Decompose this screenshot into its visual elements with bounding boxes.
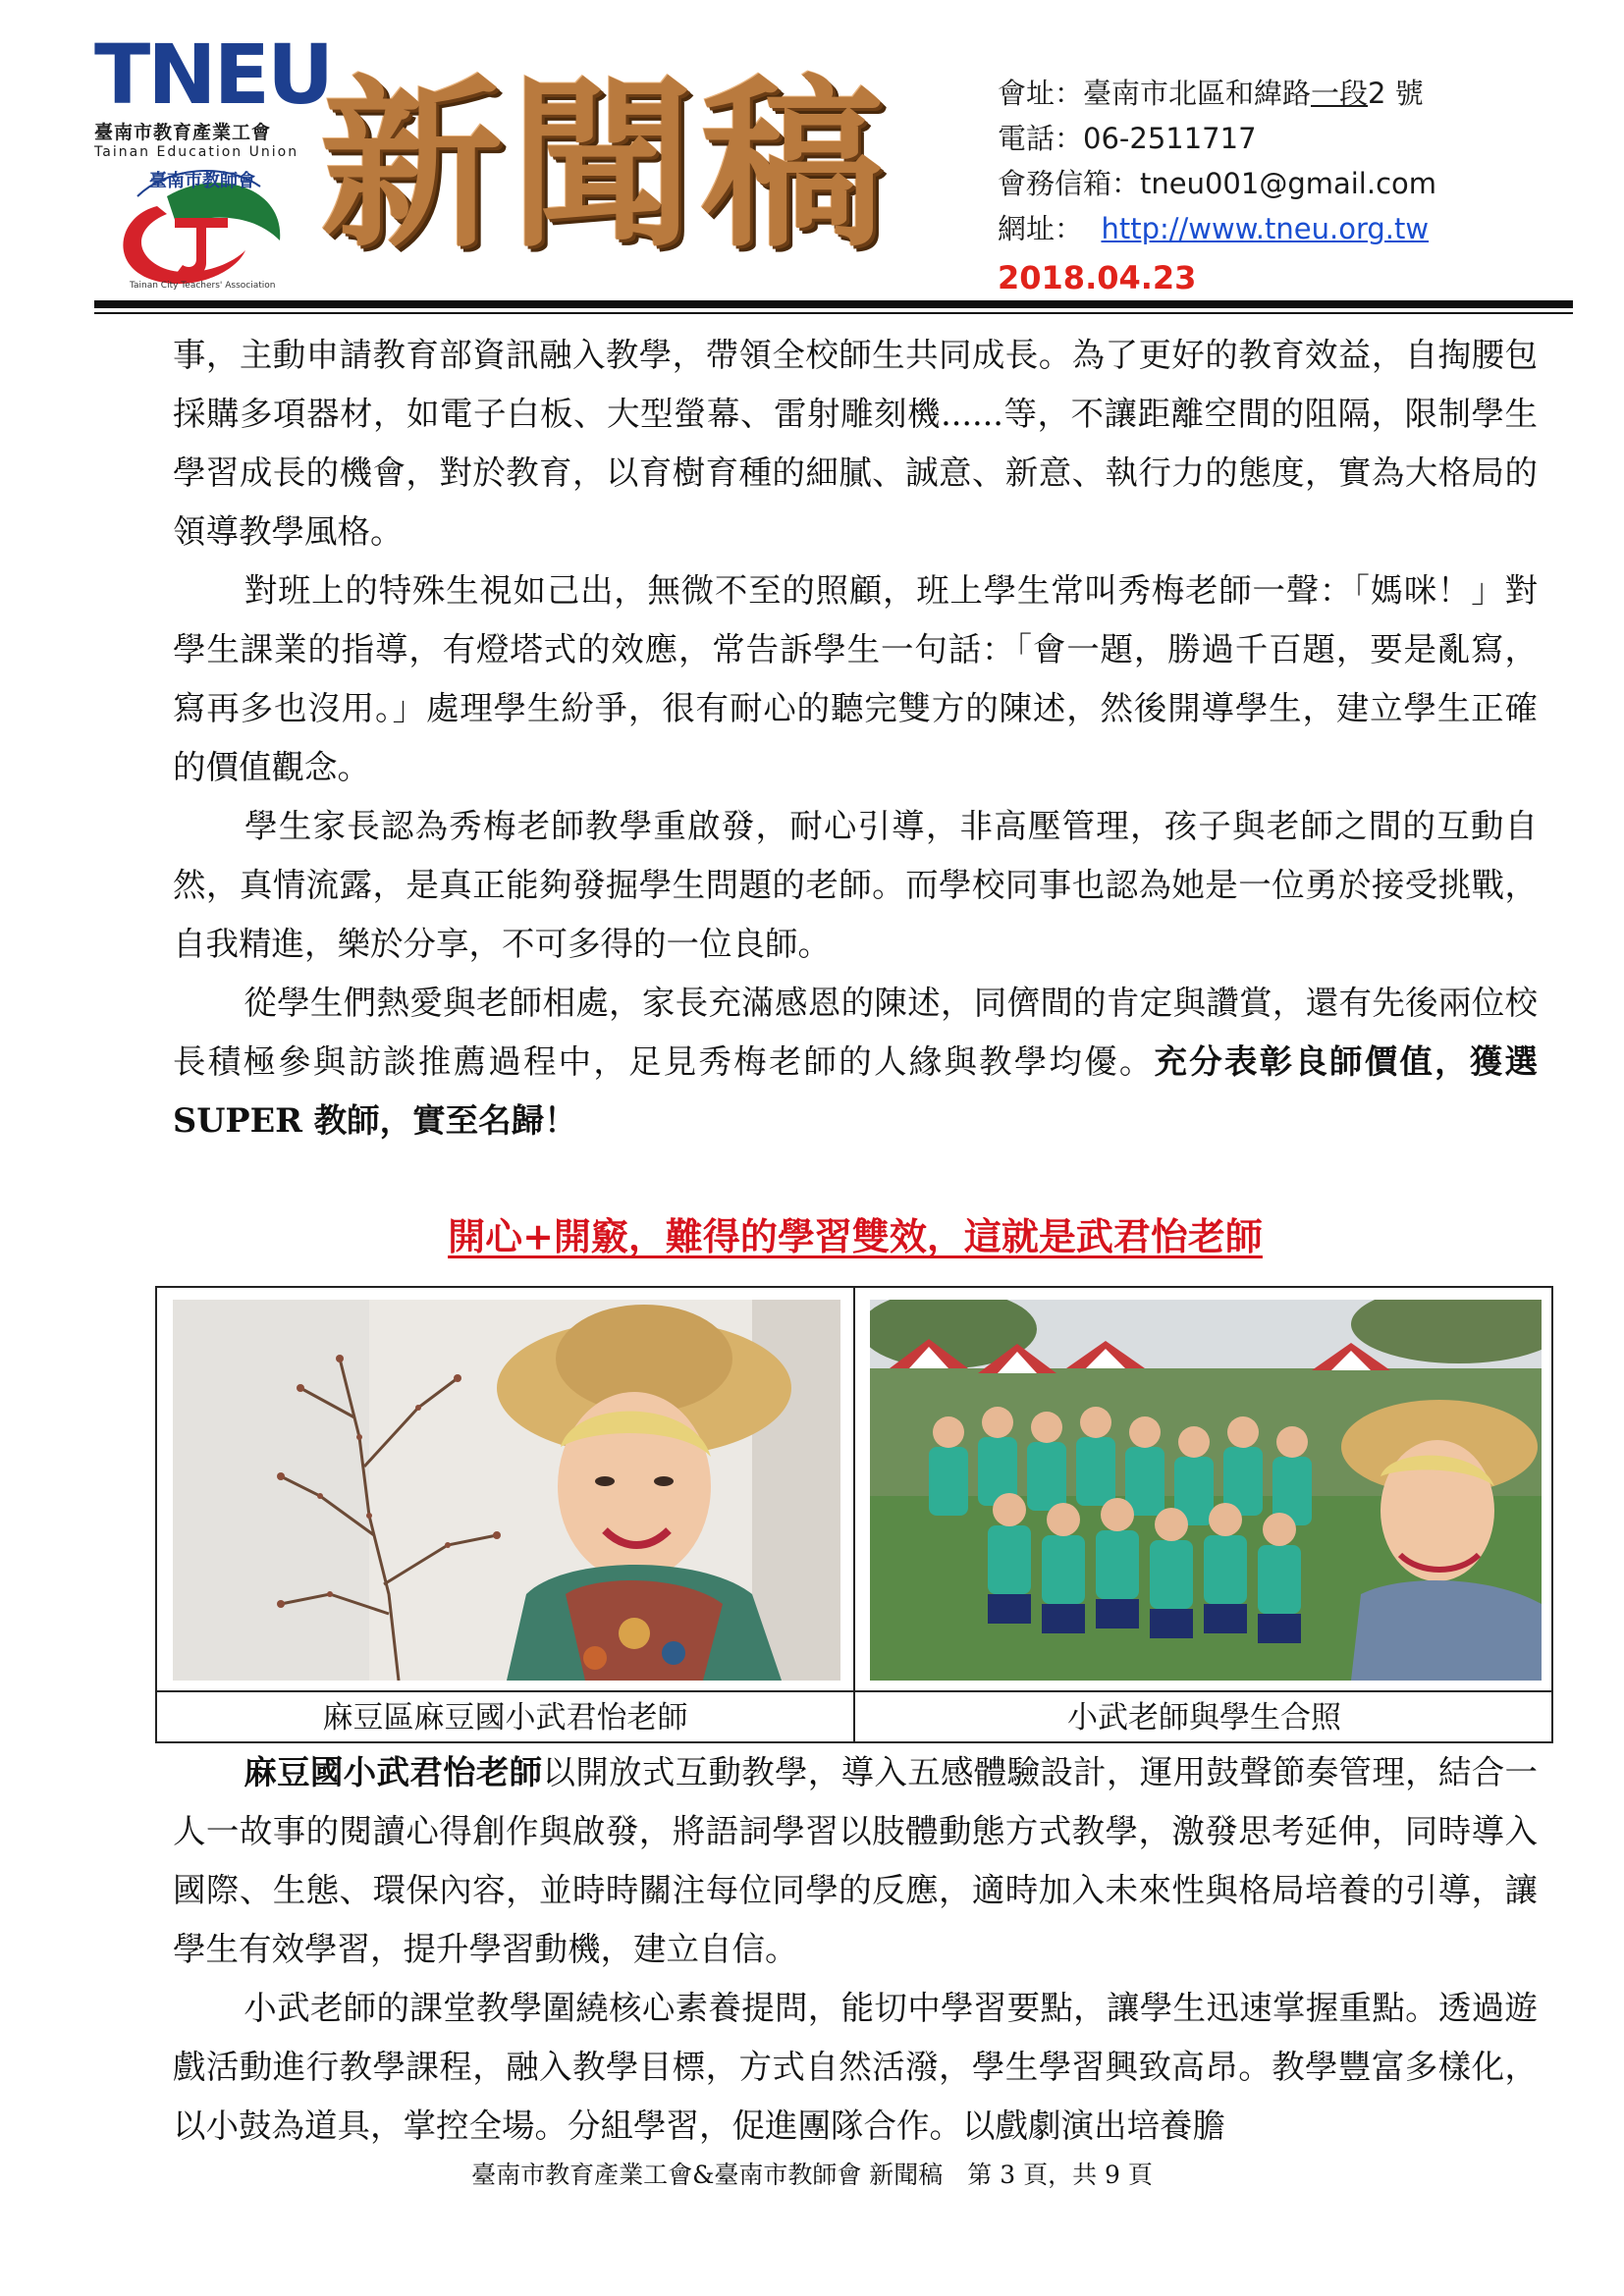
paragraph-1-text: 事，主動申請教育部資訊融入教學，帶領全校師生共同成長。為了更好的教育效益，自掏腰包採購多項器材，如電子白板、大型螢幕、雷射雕刻機......等，不讓距離空間的阻隔，限制學生學習成長的機會，對於教育，以育樹育種的細膩、誠意、新意、執行力的態度，實為大格局的領導教學風格。 (173, 336, 1538, 551)
teachers-association-logo (98, 157, 295, 294)
website-line (998, 206, 1547, 251)
teacher-with-students-image (870, 1300, 1542, 1681)
tneu-logo-name-zh: 臺南市教育產業工會 (94, 122, 272, 143)
phone-line: 電話：06-2511717 (998, 122, 1257, 155)
contact-info (998, 71, 1547, 300)
paragraph-2 (173, 561, 1538, 797)
address-pre: 臺南市北區和緯路 (1083, 77, 1312, 110)
paragraph-6 (173, 1979, 1538, 2156)
photo-table (155, 1286, 1553, 1743)
table-divider-vertical (853, 1288, 855, 1741)
header-divider-thin (94, 312, 1573, 314)
address-post: 2 號 (1368, 77, 1424, 110)
tneu-logo-mark: TNEU (94, 27, 332, 123)
address-line (998, 71, 1547, 116)
paragraph-5-text: 以開放式互動教學，導入五感體驗設計，運用鼓聲節奏管理，結合一人一故事的閱讀心得創作與啟發，將語詞學習以肢體動態方式教學，激發思考延伸，同時導入國際、生態、環保內容，並時時關注每位同學的反應，適時加入未來性與格局培養的引導，讓學生有效學習，提升學習動機，建立自信。 (173, 1753, 1539, 1968)
photo-teacher-portrait (173, 1300, 840, 1681)
section-title-text: 開心+開竅，難得的學習雙效，這就是武君怡老師 (448, 1214, 1263, 1258)
header-divider-thick (94, 300, 1573, 308)
paragraph-4-bold: 充分表彰良師價值，獲選 SUPER 教師，實至名歸！ (173, 1042, 1539, 1140)
paragraph-5-bold: 麻豆國小武君怡老師 (244, 1753, 543, 1791)
email-line: 會務信箱：tneu001@gmail.com (998, 167, 1437, 200)
photo-caption-left: 麻豆區麻豆國小武君怡老師 (322, 1700, 688, 1735)
website-label: 網址： (998, 212, 1084, 245)
paragraph-1 (173, 326, 1538, 561)
paragraph-4 (173, 974, 1538, 1150)
paragraph-6-text: 小武老師的課堂教學圍繞核心素養提問，能切中學習要點，讓學生迅速掌握重點。透過遊戲活動進行教學課程，融入教學目標，方式自然活潑，學生學習興致高昂。教學豐富多樣化，以小鼓為道具，掌控全場。分組學習，促進團隊合作。以戲劇演出培養膽 (173, 1989, 1538, 2145)
photo-caption-right: 小武老師與學生合照 (1067, 1700, 1341, 1735)
paragraph-2-text: 對班上的特殊生視如己出，無微不至的照顧，班上學生常叫秀梅老師一聲：「媽咪！」對學生課業的指導，有燈塔式的效應，常告訴學生一句話：「會一題，勝過千百題，要是亂寫，寫再多也沒用。」處理學生紛爭，很有耐心的聽完雙方的陳述，然後開導學生，建立學生正確的價值觀念。 (173, 571, 1538, 786)
release-date: 2018.04.23 (998, 259, 1197, 296)
address-label: 會址： (998, 77, 1084, 110)
masthead-title: 新聞稿 (320, 57, 893, 272)
address-underlined: 一段 (1311, 77, 1369, 110)
teacher-portrait-image (173, 1300, 840, 1681)
page-footer: 臺南市教育產業工會&臺南市教師會 新聞稿 第 3 頁，共 9 頁 (471, 2161, 1153, 2189)
teachers-association-name-en: Tainan City Teachers' Association (130, 281, 276, 291)
masthead (320, 57, 958, 283)
teachers-association-name: 臺南市教師會 (149, 171, 255, 191)
website-link[interactable]: http://www.tneu.org.tw (1101, 212, 1430, 245)
paragraph-5 (173, 1743, 1538, 1979)
paragraph-3-text: 學生家長認為秀梅老師教學重啟發，耐心引導，非高壓管理，孩子與老師之間的互動自然，真情流露，是真正能夠發掘學生問題的老師。而學校同事也認為她是一位勇於接受挑戰，自我精進，樂於分享，不可多得的一位良師。 (173, 807, 1538, 963)
paragraph-4-text: 從學生們熱愛與老師相處，家長充滿感恩的陳述，同儕間的肯定與讚賞，還有先後兩位校長積極參與訪談推薦過程中，足見秀梅老師的人緣與教學均優。 (173, 984, 1538, 1081)
paragraph-3 (173, 797, 1538, 974)
photo-teacher-with-students (870, 1300, 1542, 1681)
section-title (173, 1209, 1538, 1264)
tneu-logo (94, 27, 332, 160)
teachers-association-emblem-icon (98, 157, 295, 294)
tneu-logo-name-en: Tainan Education Union (94, 144, 299, 160)
